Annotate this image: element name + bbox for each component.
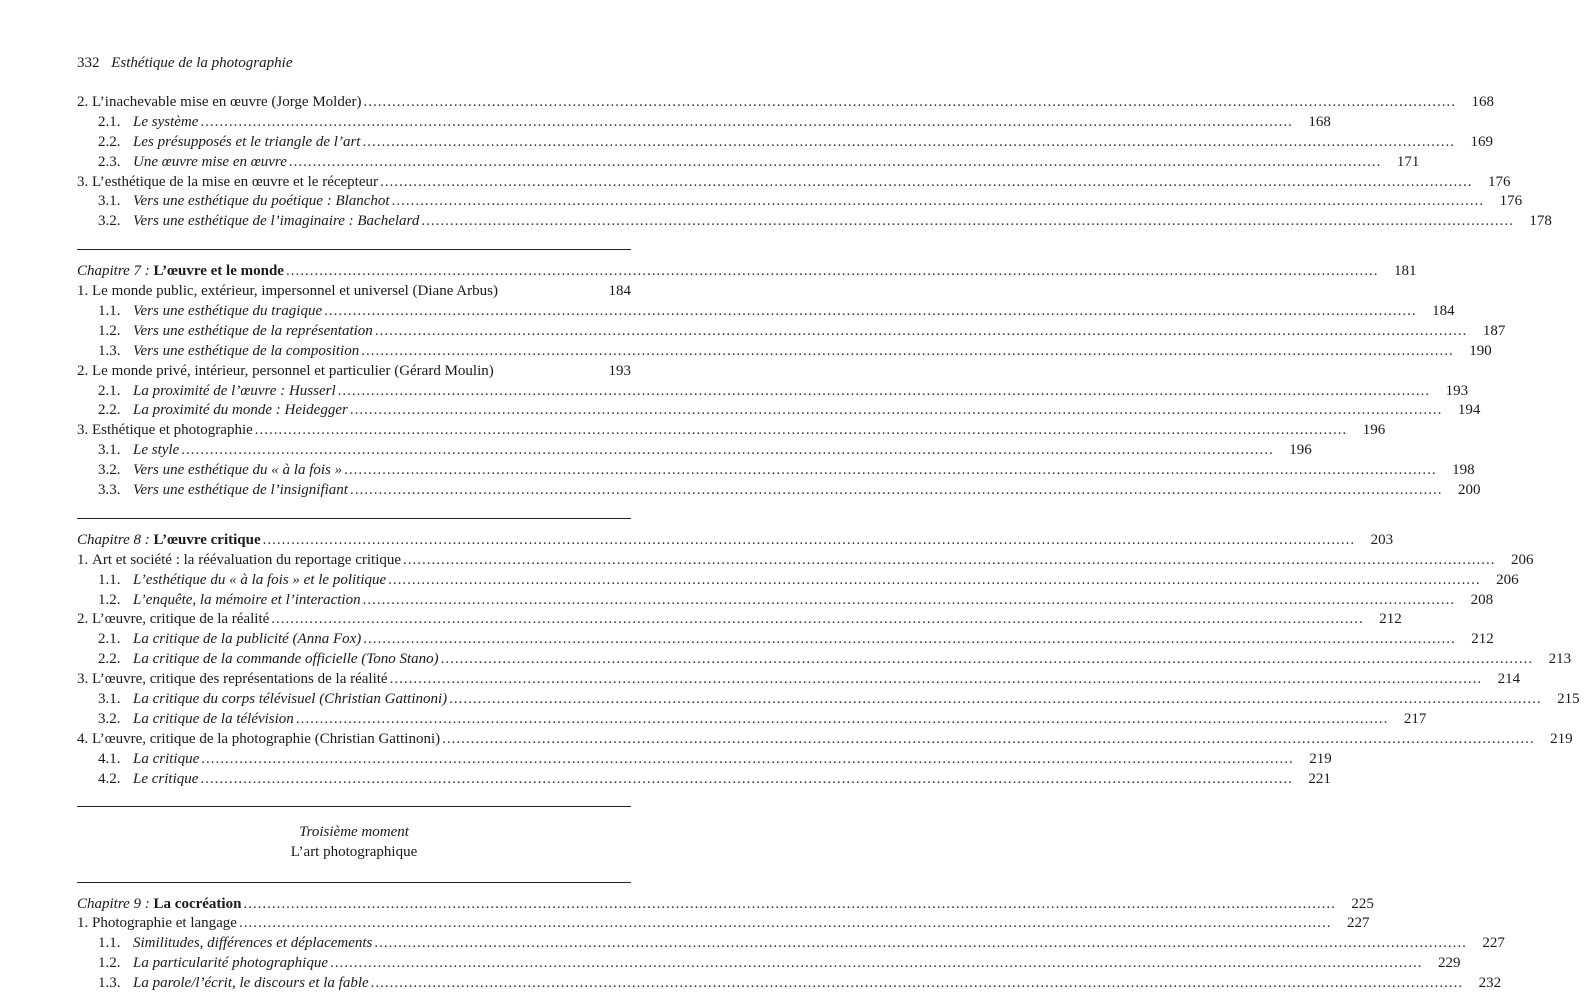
entry-number: 2.1.	[98, 631, 121, 648]
dot-leader	[344, 461, 1437, 481]
entry-number: 1.	[77, 915, 92, 932]
entry-page-number: 176	[1499, 193, 1523, 210]
page-number: 332	[77, 55, 100, 71]
dot-leader	[271, 610, 1364, 630]
entry-title: La critique de la commande officielle (Tono Stano)	[133, 651, 439, 668]
table-of-contents	[77, 93, 1580, 994]
entry-number: 3.1.	[98, 442, 121, 459]
dot-leader	[449, 690, 1542, 710]
entry-title: La proximité de l’œuvre : Husserl	[133, 382, 336, 399]
dot-leader	[364, 93, 1457, 113]
entry-page-number: 212	[1471, 631, 1494, 648]
entry-page-number: 206	[1511, 551, 1534, 568]
toc-entry[interactable]	[77, 670, 1521, 690]
entry-number: 3.1.	[98, 193, 121, 210]
entry-page-number: 194	[1457, 402, 1481, 419]
entry-page-number: 200	[1457, 482, 1481, 499]
entry-title: Le système	[133, 113, 199, 130]
entry-title: Le monde public, extérieur, impersonnel et universel (Diane Arbus)	[92, 283, 498, 300]
toc-subentry[interactable]	[77, 954, 1461, 974]
toc-entry[interactable]	[77, 610, 1402, 630]
dot-leader	[403, 551, 1496, 571]
entry-title: L’enquête, la mémoire et l’interaction	[133, 591, 361, 608]
toc-entry[interactable]	[77, 914, 1370, 934]
dot-leader	[363, 630, 1456, 650]
toc-subentry[interactable]	[77, 322, 1506, 342]
chapter-page-number: 181	[1393, 263, 1417, 280]
toc-subentry[interactable]	[77, 133, 1493, 153]
chapter-label: Chapitre 7 :	[77, 263, 154, 280]
toc-subentry[interactable]	[77, 591, 1494, 611]
entry-title: La particularité photographique	[133, 955, 328, 972]
entry-title: Photographie et langage	[92, 915, 237, 932]
chapter-title: L’œuvre et le monde	[153, 263, 284, 280]
entry-page-number: 208	[1470, 591, 1494, 608]
toc-subentry[interactable]	[77, 441, 1312, 461]
toc-subentry[interactable]	[77, 212, 1552, 232]
chapter-page-number: 225	[1351, 895, 1374, 912]
entry-number: 2.2.	[98, 651, 121, 668]
dot-leader	[390, 670, 1483, 690]
dot-leader	[350, 481, 1443, 501]
entry-title: La critique du corps télévisuel (Christian Gattinoni)	[133, 691, 448, 708]
entry-title: L’œuvre, critique de la réalité	[92, 611, 270, 628]
entry-number: 3.	[77, 422, 92, 439]
part-title: L’art photographique	[290, 843, 418, 860]
toc-subentry[interactable]	[77, 461, 1475, 481]
dot-leader	[350, 401, 1443, 421]
toc-entry[interactable]	[77, 173, 1511, 193]
entry-page-number: 219	[1309, 750, 1332, 767]
toc-subentry[interactable]	[77, 770, 1331, 790]
toc-subentry[interactable]	[77, 302, 1455, 322]
entry-page-number: 229	[1438, 955, 1461, 972]
entry-title: Le critique	[133, 770, 199, 787]
entry-title: Art et société : la réévaluation du reportage critique	[92, 551, 402, 568]
entry-number: 1.3.	[98, 975, 121, 992]
dot-leader	[374, 934, 1467, 954]
dot-leader	[388, 571, 1481, 591]
entry-title: Vers une esthétique du « à la fois »	[133, 462, 343, 479]
entry-number: 1.	[77, 551, 92, 568]
toc-subentry[interactable]	[77, 571, 1519, 591]
dot-leader	[239, 914, 1332, 934]
entry-title: L’esthétique de la mise en œuvre et le récepteur	[92, 173, 378, 190]
toc-entry[interactable]	[77, 551, 1534, 571]
entry-number: 2.	[77, 362, 92, 379]
chapter-label: Chapitre 8 :	[77, 531, 154, 548]
entry-page-number: 219	[1550, 730, 1573, 747]
entry-page-number: 196	[1362, 422, 1386, 439]
entry-number: 3.2.	[98, 213, 121, 230]
entry-page-number: 168	[1471, 94, 1494, 110]
entry-number: 1.2.	[98, 322, 121, 339]
dot-leader	[263, 531, 1356, 551]
entry-number: 2.3.	[98, 153, 121, 170]
chapter-entry[interactable]	[77, 262, 1417, 282]
toc-subentry[interactable]	[77, 481, 1481, 501]
dot-leader	[375, 322, 1468, 342]
part-moment: Troisième moment	[299, 823, 409, 840]
toc-subentry[interactable]	[77, 974, 1502, 994]
entry-page-number: 214	[1497, 671, 1521, 688]
entry-page-number: 193	[608, 362, 631, 379]
entry-number: 1.1.	[98, 303, 121, 320]
entry-number: 4.	[77, 730, 92, 747]
entry-page-number: 176	[1488, 173, 1511, 190]
chapter-title: La cocréation	[153, 895, 242, 912]
entry-number: 3.	[77, 671, 92, 688]
dot-leader	[200, 113, 1293, 133]
dot-leader	[363, 591, 1456, 611]
dot-leader	[330, 954, 1423, 974]
entry-title: Similitudes, différences et déplacements	[133, 935, 373, 952]
part-heading	[77, 822, 631, 862]
section-divider	[77, 806, 631, 807]
dot-leader	[371, 974, 1464, 994]
entry-page-number: 187	[1482, 322, 1506, 339]
dot-leader	[441, 650, 1534, 670]
entry-title: La critique de la publicité (Anna Fox)	[133, 631, 362, 648]
dot-leader	[201, 750, 1294, 770]
entry-title: Vers une esthétique du tragique	[133, 303, 323, 320]
entry-number: 2.2.	[98, 133, 121, 150]
entry-title: L’inachevable mise en œuvre (Jorge Molder)	[92, 94, 362, 110]
toc-subentry[interactable]	[77, 113, 1331, 133]
chapter-title: L’œuvre critique	[153, 531, 261, 548]
dot-leader	[255, 421, 1348, 441]
entry-title: Le monde privé, intérieur, personnel et particulier (Gérard Moulin)	[92, 362, 494, 379]
entry-title: Esthétique et photographie	[92, 422, 253, 439]
entry-number: 3.2.	[98, 462, 121, 479]
entry-number: 3.1.	[98, 691, 121, 708]
toc-subentry[interactable]	[77, 934, 1505, 954]
entry-page-number: 178	[1529, 213, 1552, 230]
entry-number: 2.	[77, 611, 92, 628]
toc-subentry[interactable]	[77, 342, 1492, 362]
entry-title: L’esthétique du « à la fois » et le politique	[133, 571, 387, 588]
entry-page-number: 193	[1445, 382, 1469, 399]
dot-leader	[392, 192, 1485, 212]
entry-number: 1.	[77, 283, 92, 300]
dot-leader	[324, 302, 1417, 322]
dot-leader	[181, 441, 1274, 461]
entry-title: L’œuvre, critique des représentations de la réalité	[92, 671, 388, 688]
toc-subentry[interactable]	[77, 153, 1420, 173]
dot-leader	[380, 173, 1473, 193]
entry-page-number: 215	[1557, 691, 1580, 708]
dot-leader	[442, 730, 1535, 750]
entry-page-number: 190	[1469, 342, 1492, 359]
entry-title: Vers une esthétique de la composition	[133, 342, 360, 359]
toc-subentry[interactable]	[77, 630, 1494, 650]
entry-page-number: 198	[1452, 462, 1475, 479]
entry-number: 1.1.	[98, 935, 121, 952]
entry-number: 2.2.	[98, 402, 121, 419]
entry-page-number: 184	[1432, 303, 1455, 320]
entry-page-number: 169	[1470, 133, 1493, 150]
toc-subentry[interactable]	[77, 192, 1523, 212]
entry-title: Le style	[133, 442, 180, 459]
entry-page-number: 184	[608, 283, 631, 300]
toc-entry[interactable]	[77, 93, 1494, 113]
entry-number: 3.3.	[98, 482, 121, 499]
dot-leader	[296, 710, 1389, 730]
toc-entry[interactable]	[77, 421, 1386, 441]
entry-number: 1.3.	[98, 342, 121, 359]
toc-subentry[interactable]	[77, 650, 1572, 670]
entry-title: Une œuvre mise en œuvre	[133, 153, 287, 170]
entry-number: 1.2.	[98, 591, 121, 608]
entry-page-number: 221	[1308, 770, 1331, 787]
entry-title: Les présupposés et le triangle de l’art	[133, 133, 361, 150]
dot-leader	[243, 895, 1336, 915]
toc-entry[interactable]	[77, 282, 631, 302]
entry-page-number: 206	[1496, 571, 1519, 588]
running-header	[77, 53, 292, 73]
chapter-page-number: 203	[1370, 531, 1394, 548]
entry-title: La proximité du monde : Heidegger	[133, 402, 348, 419]
entry-number: 4.2.	[98, 770, 121, 787]
entry-page-number: 227	[1346, 915, 1370, 932]
toc-subentry[interactable]	[77, 710, 1427, 730]
entry-title: Vers une esthétique de l’insignifiant	[133, 482, 348, 499]
entry-title: La critique de la télévision	[133, 710, 294, 727]
entry-title: Vers une esthétique de l’imaginaire : Bachelard	[133, 213, 420, 230]
chapter-label: Chapitre 9 :	[77, 895, 154, 912]
entry-number: 1.1.	[98, 571, 121, 588]
entry-number: 4.1.	[98, 750, 121, 767]
entry-page-number: 212	[1379, 611, 1402, 628]
toc-subentry[interactable]	[77, 750, 1332, 770]
running-title: Esthétique de la photographie	[111, 55, 293, 71]
dot-leader	[338, 382, 1431, 402]
dot-leader	[286, 262, 1379, 282]
dot-leader	[421, 212, 1514, 232]
entry-number: 1.2.	[98, 955, 121, 972]
entry-title: Vers une esthétique du poétique : Blanchot	[133, 193, 390, 210]
entry-number: 3.2.	[98, 710, 121, 727]
entry-number: 2.	[77, 94, 92, 110]
entry-title: L’œuvre, critique de la photographie (Christian Gattinoni)	[92, 730, 441, 747]
toc-subentry[interactable]	[77, 690, 1580, 710]
entry-page-number: 213	[1548, 651, 1572, 668]
dot-leader	[361, 342, 1454, 362]
chapter-entry[interactable]	[77, 895, 1374, 915]
entry-title: Vers une esthétique de la représentation	[133, 322, 373, 339]
entry-number: 3.	[77, 173, 92, 190]
toc-entry[interactable]	[77, 730, 1573, 750]
toc-entry[interactable]	[77, 362, 631, 382]
entry-title: La critique	[133, 750, 200, 767]
dot-leader	[200, 770, 1293, 790]
entry-page-number: 168	[1308, 113, 1331, 130]
entry-number: 2.1.	[98, 382, 121, 399]
entry-page-number: 196	[1289, 442, 1312, 459]
toc-subentry[interactable]	[77, 401, 1481, 421]
entry-page-number: 227	[1482, 935, 1505, 952]
toc-subentry[interactable]	[77, 382, 1469, 402]
entry-page-number: 217	[1403, 710, 1427, 727]
dot-leader	[289, 153, 1382, 173]
entry-page-number: 232	[1478, 975, 1502, 992]
entry-number: 2.1.	[98, 113, 121, 130]
chapter-entry[interactable]	[77, 531, 1394, 551]
entry-page-number: 171	[1396, 153, 1420, 170]
dot-leader	[362, 133, 1455, 153]
entry-title: La parole/l’écrit, le discours et la fable	[133, 975, 369, 992]
